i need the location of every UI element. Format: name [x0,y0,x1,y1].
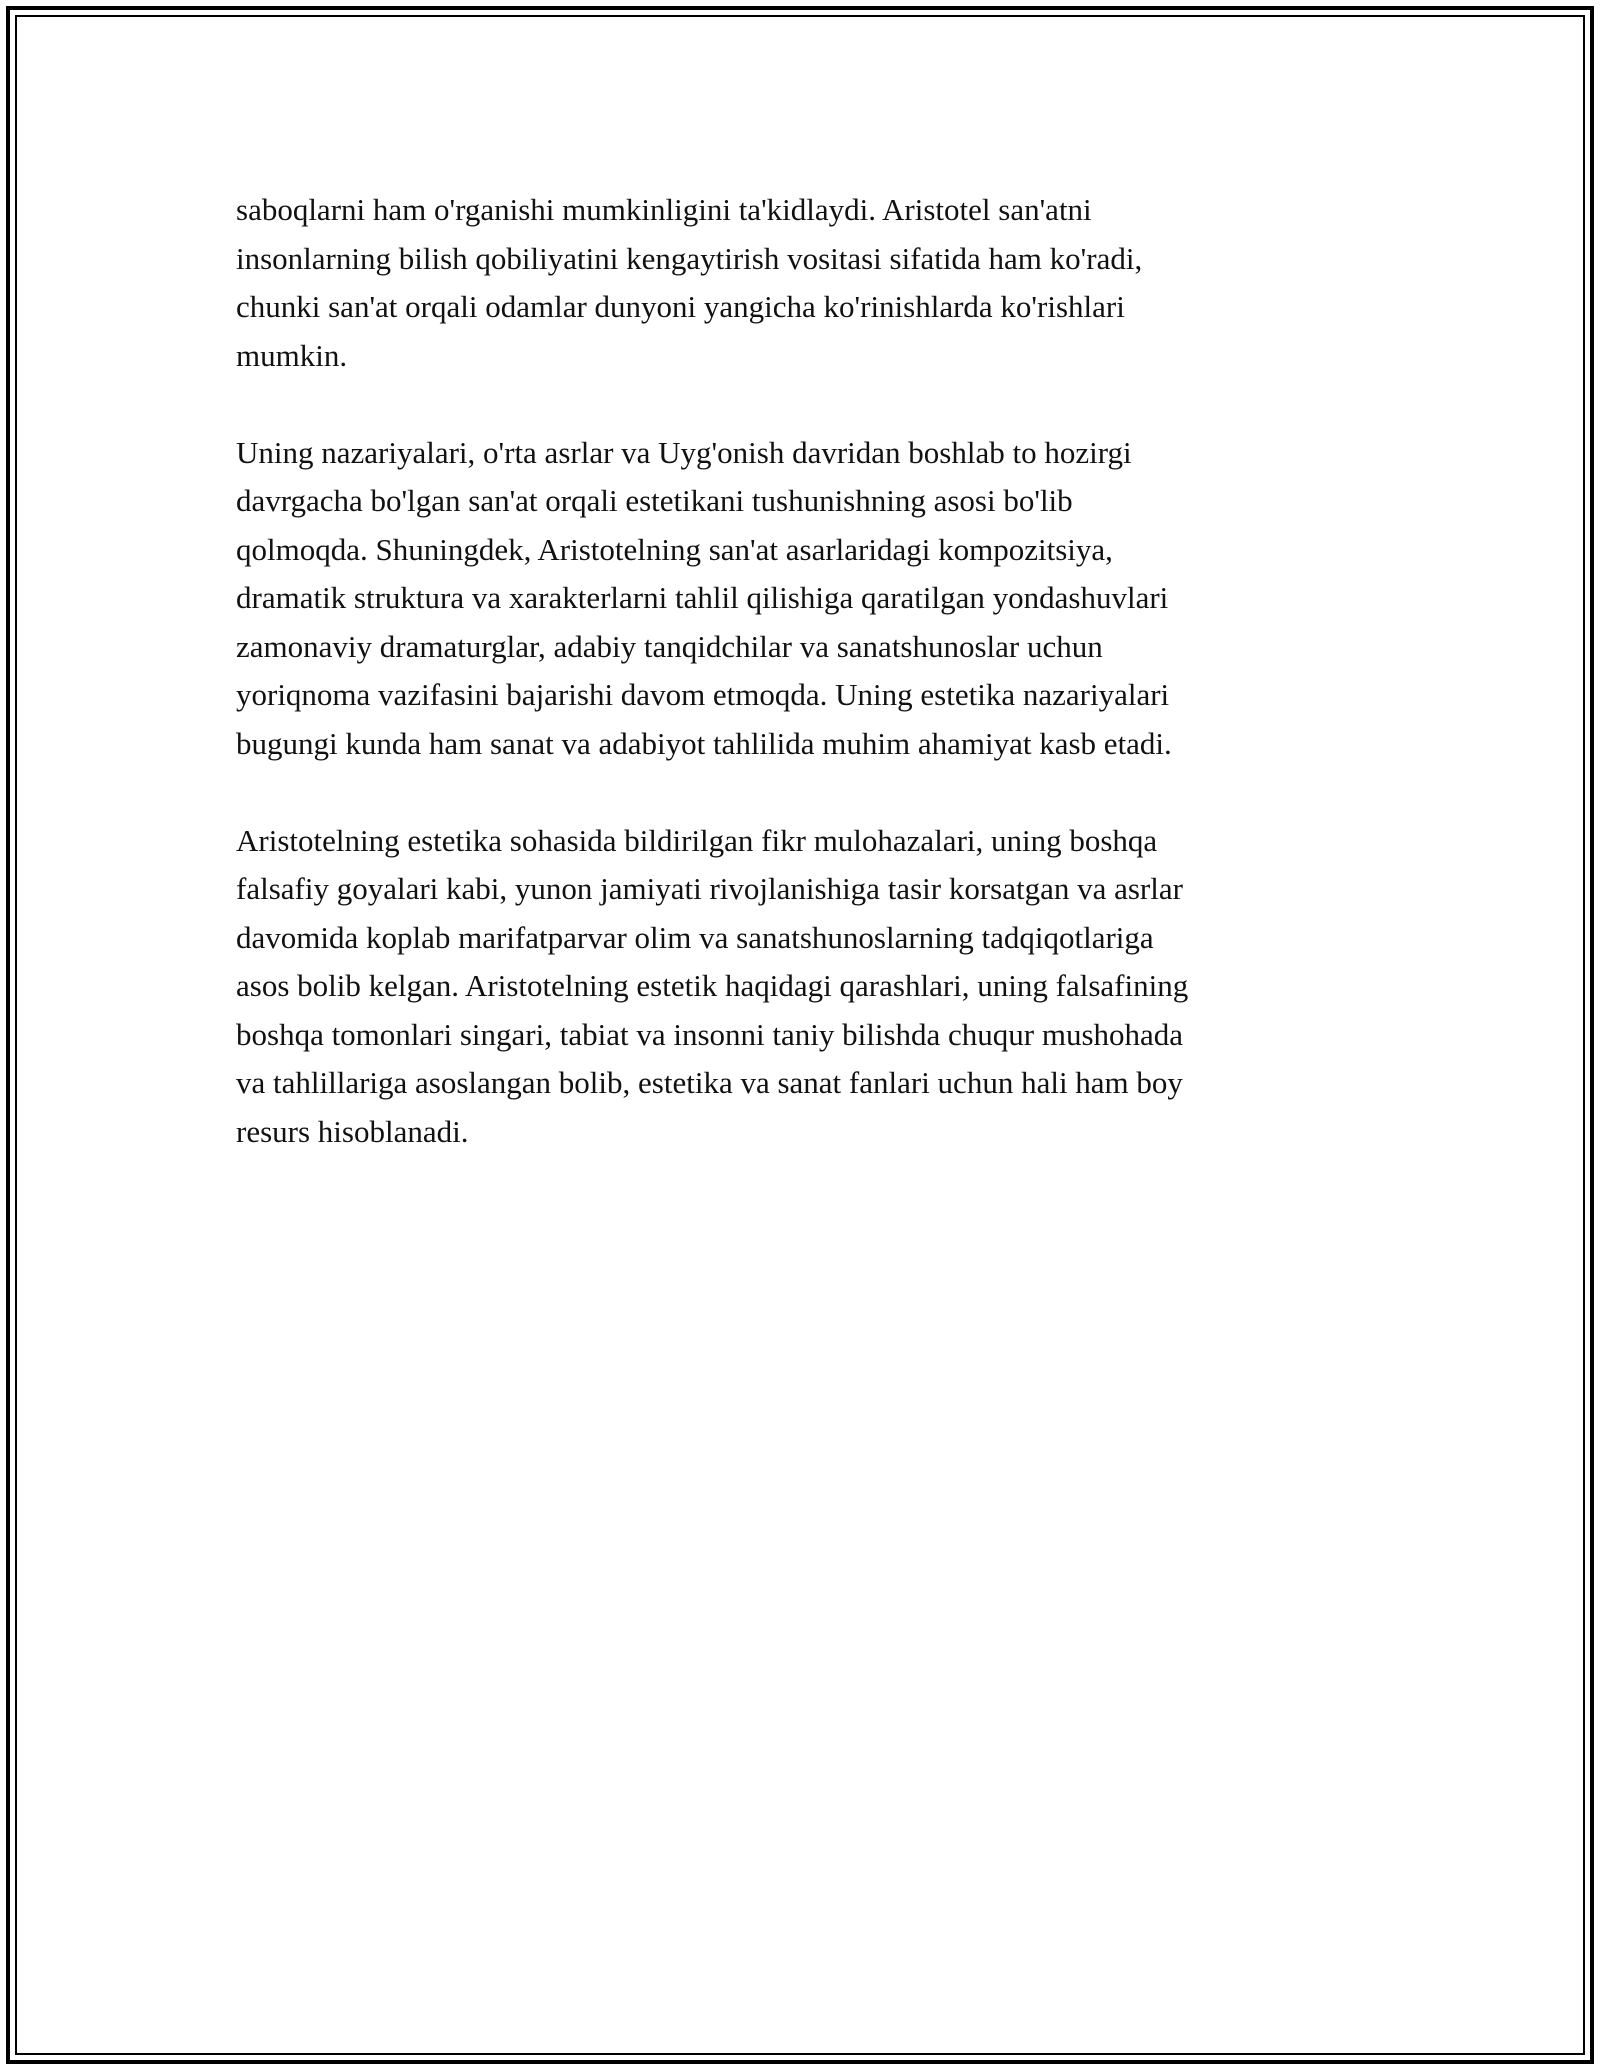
paragraph: Aristotelning estetika sohasida bildirilgan fikr mulohazalari, uning boshqa falsafiy goyalari kabi, yunon jamiyati rivojlanishiga tasir korsatgan va asrlar davomida koplab marifatparvar olim va sanatshunoslarning tadqiqotlariga asos bolib kelgan. Aristotelning estetik haqidagi qarashlari, uning falsafining boshqa tomonlari singari, tabiat va insonni taniy bilishda chuqur mushohada va tahlillariga asoslangan bolib, estetika va sanat fanlari uchun hali ham boy resurs hisoblanadi. [236,822,1189,1149]
page-body [236,186,1366,1156]
paragraph: saboqlarni ham o'rganishi mumkinligini ta'kidlaydi. Aristotel san'atni insonlarning bilish qobiliyatini kengaytirish vositasi sifatida ham ko'radi, chunki san'at orqali odamlar dunyoni yangicha ko'rinishlarda ko'rishlari mumkin. [236,192,1143,373]
paragraph: Uning nazariyalari, o'rta asrlar va Uyg'onish davridan boshlab to hozirgi davrgacha bo'lgan san'at orqali estetikani tushunishning asosi bo'lib qolmoqda. Shuningdek, Aristotelning san'at asarlaridagi kompozitsiya, dramatik struktura va xarakterlarni tahlil qilishiga qaratilgan yondashuvlari zamonaviy dramaturglar, adabiy tanqidchilar va sanatshunoslar uchun yoriqnoma vazifasini bajarishi davom etmoqda. Uning estetika nazariyalari bugungi kunda ham sanat va adabiyot tahlilida muhim ahamiyat kasb etadi. [236,434,1172,761]
